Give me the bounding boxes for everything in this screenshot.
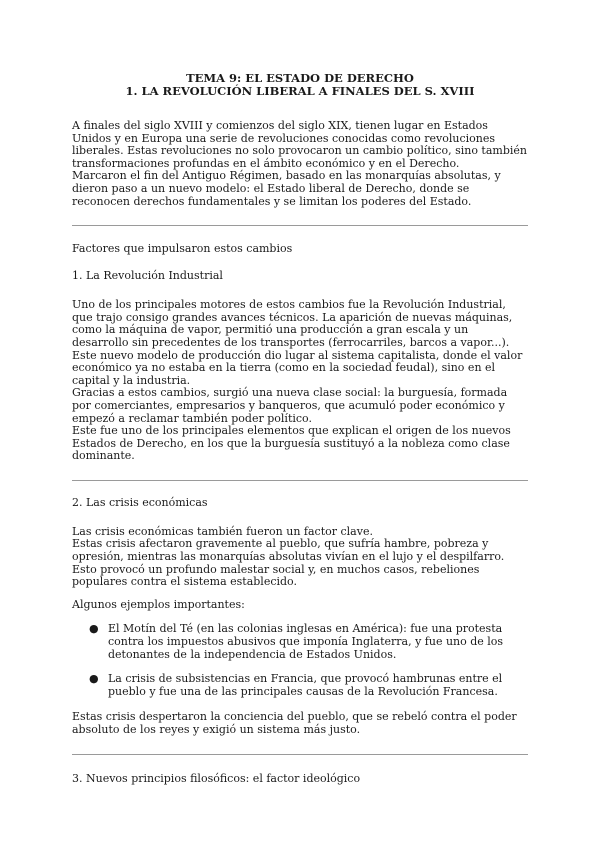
section-heading-philosophical-principles: 3. Nuevos principios filosóficos: el factor ideológico <box>72 771 361 785</box>
list-item-text: El Motín del Té (en las colonias inglesas en América): fue una protesta contra los impuestos abusivos que imponía Inglaterra, y fue uno de los detonantes de la independencia de Estados Unidos. <box>108 622 504 661</box>
document-page <box>72 72 528 785</box>
body-paragraph: Las crisis económicas también fueron un factor clave. <box>72 524 373 538</box>
body-paragraph: Uno de los principales motores de estos cambios fue la Revolución Industrial, que trajo consigo grandes avances técnicos. La aparición de nuevas máquinas, como la máquina de vapor, permitió una producción a gran escala y un desarrollo sin precedentes de los transportes (ferrocarriles, barcos a vapor...). <box>72 298 513 349</box>
bullet-icon: ● <box>89 672 99 686</box>
body-paragraph: Esto provocó un profundo malestar social y, en muchos casos, rebeliones populares contra el sistema establecido. <box>72 562 480 589</box>
title-main: TEMA 9: EL ESTADO DE DERECHO <box>186 71 414 85</box>
body-paragraph: Este nuevo modelo de producción dio lugar al sistema capitalista, donde el valor económico ya no estaba en la tierra (como en la sociedad feudal), sino en el capital y la industria. <box>72 348 523 387</box>
section-divider <box>72 225 528 226</box>
section-divider <box>72 754 528 755</box>
intro-paragraph: A finales del siglo XVIII y comienzos del siglo XIX, tienen lugar en Estados Unidos y en Europa una serie de revoluciones conocidas como revoluciones liberales. Estas revoluciones no solo provocaron un cambio político, sino también transformaciones profundas en el ámbito económico y en el Derecho. <box>72 119 527 170</box>
examples-list <box>72 623 528 698</box>
list-item-text: La crisis de subsistencias en Francia, que provocó hambrunas entre el pueblo y fue una de las principales causas de la Revolución Francesa. <box>108 672 503 698</box>
list-item <box>72 673 528 698</box>
examples-title: Algunos ejemplos importantes: <box>72 597 245 611</box>
body-paragraph: Estas crisis afectaron gravemente al pueblo, que sufría hambre, pobreza y opresión, mientras las monarquías absolutas vivían en el lujo y el despilfarro. <box>72 537 505 564</box>
title-subtitle: 1. LA REVOLUCIÓN LIBERAL A FINALES DEL S. XVIII <box>125 84 475 98</box>
section-heading-industrial-revolution: 1. La Revolución Industrial <box>72 269 223 283</box>
section-body-economic-crises <box>72 526 528 589</box>
factors-heading: Factores que impulsaron estos cambios <box>72 242 293 256</box>
document-title <box>72 72 528 98</box>
section-divider <box>72 480 528 481</box>
bullet-icon: ● <box>89 622 99 636</box>
list-item <box>72 623 528 661</box>
body-paragraph: Este fue uno de los principales elementos que explican el origen de los nuevos Estados de Derecho, en los que la burguesía sustituyó a la nobleza como clase dominante. <box>72 424 511 463</box>
body-paragraph: Gracias a estos cambios, surgió una nueva clase social: la burguesía, formada por comerciantes, empresarios y banqueros, que acumuló poder económico y empezó a reclamar también poder político. <box>72 386 508 425</box>
intro-paragraph: Marcaron el fin del Antiguo Régimen, basado en las monarquías absolutas, y dieron paso a un nuevo modelo: el Estado liberal de Derecho, donde se reconocen derechos fundamentales y se limitan los poderes del Estado. <box>72 169 501 208</box>
section-heading-economic-crises: 2. Las crisis económicas <box>72 495 208 509</box>
closing-paragraph: Estas crisis despertaron la conciencia del pueblo, que se rebeló contra el poder absoluto de los reyes y exigió un sistema más justo. <box>72 710 517 736</box>
intro-block <box>72 120 528 208</box>
section-body-industrial-revolution <box>72 299 528 463</box>
